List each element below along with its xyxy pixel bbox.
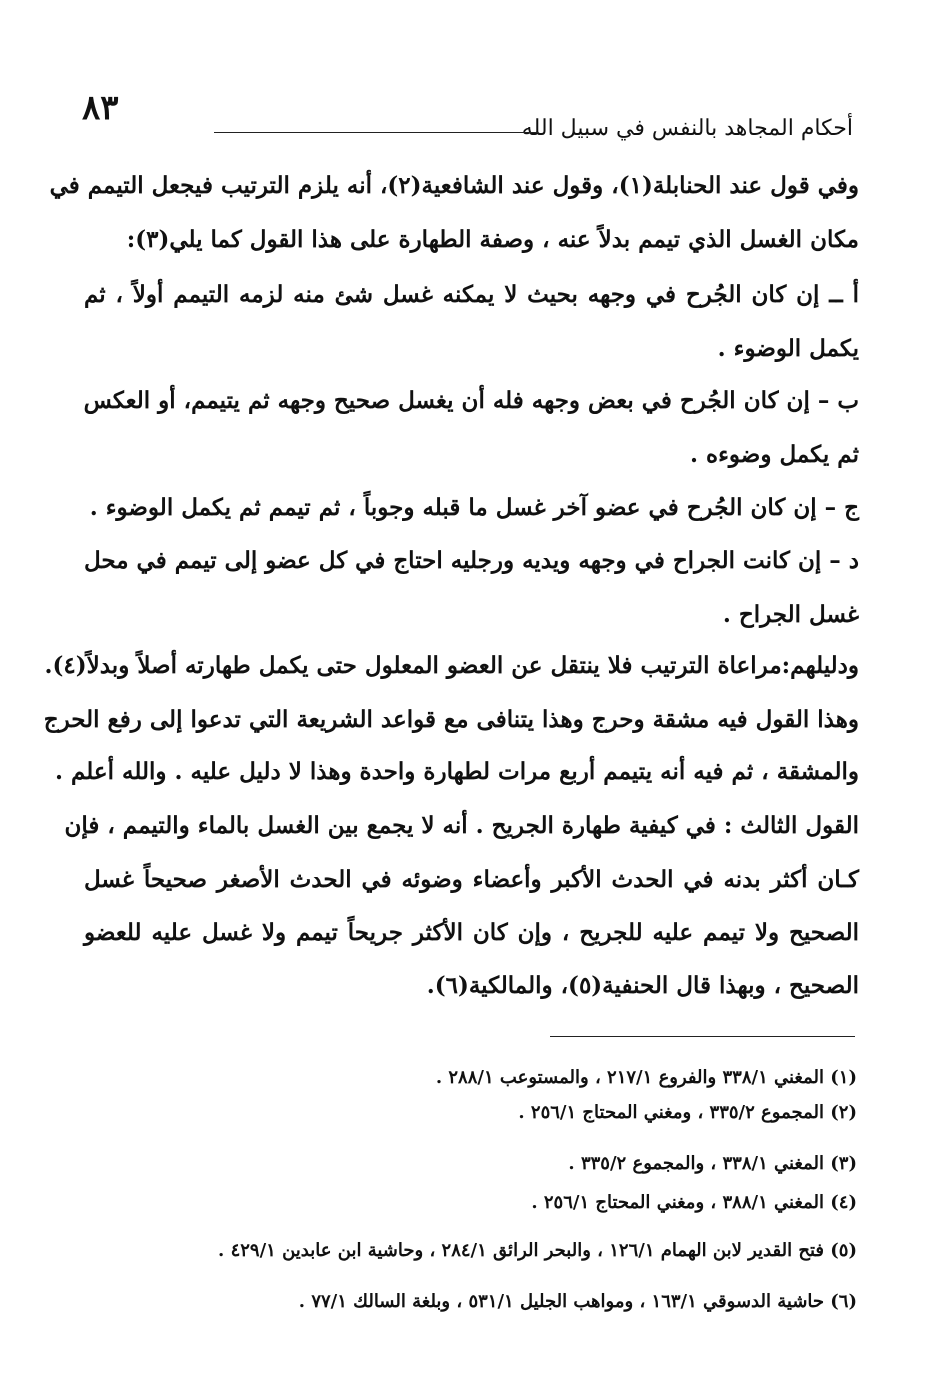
- header-rule: [214, 132, 538, 133]
- body-line: د – إن كانت الجراح في وجهه ويديه ورجليه احتاج في كل عضو إلى تيمم في محل: [83, 547, 859, 574]
- body-line: مكان الغسل الذي تيمم بدلاً عنه ، وصفة الطهارة على هذا القول كما يلي(٣):: [126, 226, 859, 253]
- footnote: (٢) المجموع ٣٣٥/٢ ، ومغني المحتاج ٢٥٦/١ .: [518, 1102, 857, 1123]
- footnote: (٥) فتح القدير لابن الهمام ١٢٦/١ ، والبحر الرائق ٢٨٤/١ ، وحاشية ابن عابدين ٤٢٩/١ .: [218, 1240, 857, 1261]
- body-line: ج – إن كان الجُرح في عضو آخر غسل ما قبله وجوباً ، ثم تيمم ثم يكمل الوضوء .: [89, 494, 859, 521]
- body-line: الصحيح ، وبهذا قال الحنفية(٥)، والمالكية(٦).: [426, 972, 859, 999]
- footnote-separator: [550, 1036, 855, 1037]
- body-line: ودليلهم:مراعاة الترتيب فلا ينتقل عن العضو المعلول حتى يكمل طهارته أصلاً وبدلاً(٤).: [44, 652, 859, 679]
- body-line: غسل الجراح .: [722, 601, 859, 628]
- body-line: أ ــ إن كان الجُرح في وجهه بحيث لا يمكنه غسل شئ منه لزمه التيمم أولاً ، ثم: [84, 281, 859, 308]
- body-line: القول الثالث : في كيفية طهارة الجريح . أنه لا يجمع بين الغسل بالماء والتيمم ، فإن: [64, 812, 859, 839]
- body-line: كـان أكثر بدنه في الحدث الأكبر وأعضاء وضوئه في الحدث الأصغر صحيحاً غسل: [84, 866, 859, 893]
- body-line: الصحيح ولا تيمم عليه للجريح ، وإن كان الأكثر جريحاً تيمم ولا غسل عليه للعضو: [84, 919, 859, 946]
- footnote: (٦) حاشية الدسوقي ١٦٣/١ ، ومواهب الجليل ٥٣١/١ ، وبلغة السالك ٧٧/١ .: [298, 1291, 857, 1312]
- body-line: ثم يكمل وضوءه .: [690, 441, 859, 468]
- body-line: يكمل الوضوء .: [717, 335, 859, 362]
- body-line: وهذا القول فيه مشقة وحرج وهذا يتنافى مع قواعد الشريعة التي تدعوا إلى رفع الحرج: [43, 706, 859, 733]
- running-title: أحكام المجاهد بالنفس في سبيل الله: [521, 116, 853, 141]
- footnote: (٤) المغني ٣٨٨/١ ، ومغني المحتاج ٢٥٦/١ .: [531, 1192, 857, 1213]
- body-line: وفي قول عند الحنابلة(١)، وقول عند الشافعية(٢)، أنه يلزم الترتيب فيجعل التيمم في: [49, 172, 859, 199]
- footnote: (١) المغني ٣٣٨/١ والفروع ٢١٧/١ ، والمستوعب ٢٨٨/١ .: [435, 1067, 857, 1088]
- body-line: والمشقة ، ثم فيه أنه يتيمم أربع مرات لطهارة واحدة وهذا لا دليل عليه . والله أعلم .: [54, 758, 859, 785]
- footnote: (٣) المغني ٣٣٨/١ ، والمجموع ٣٣٥/٢ .: [568, 1153, 857, 1174]
- body-line: ب – إن كان الجُرح في بعض وجهه فله أن يغسل صحيح وجهه ثم يتيمم، أو العكس: [83, 387, 859, 414]
- page-number: ٨٣: [82, 88, 119, 128]
